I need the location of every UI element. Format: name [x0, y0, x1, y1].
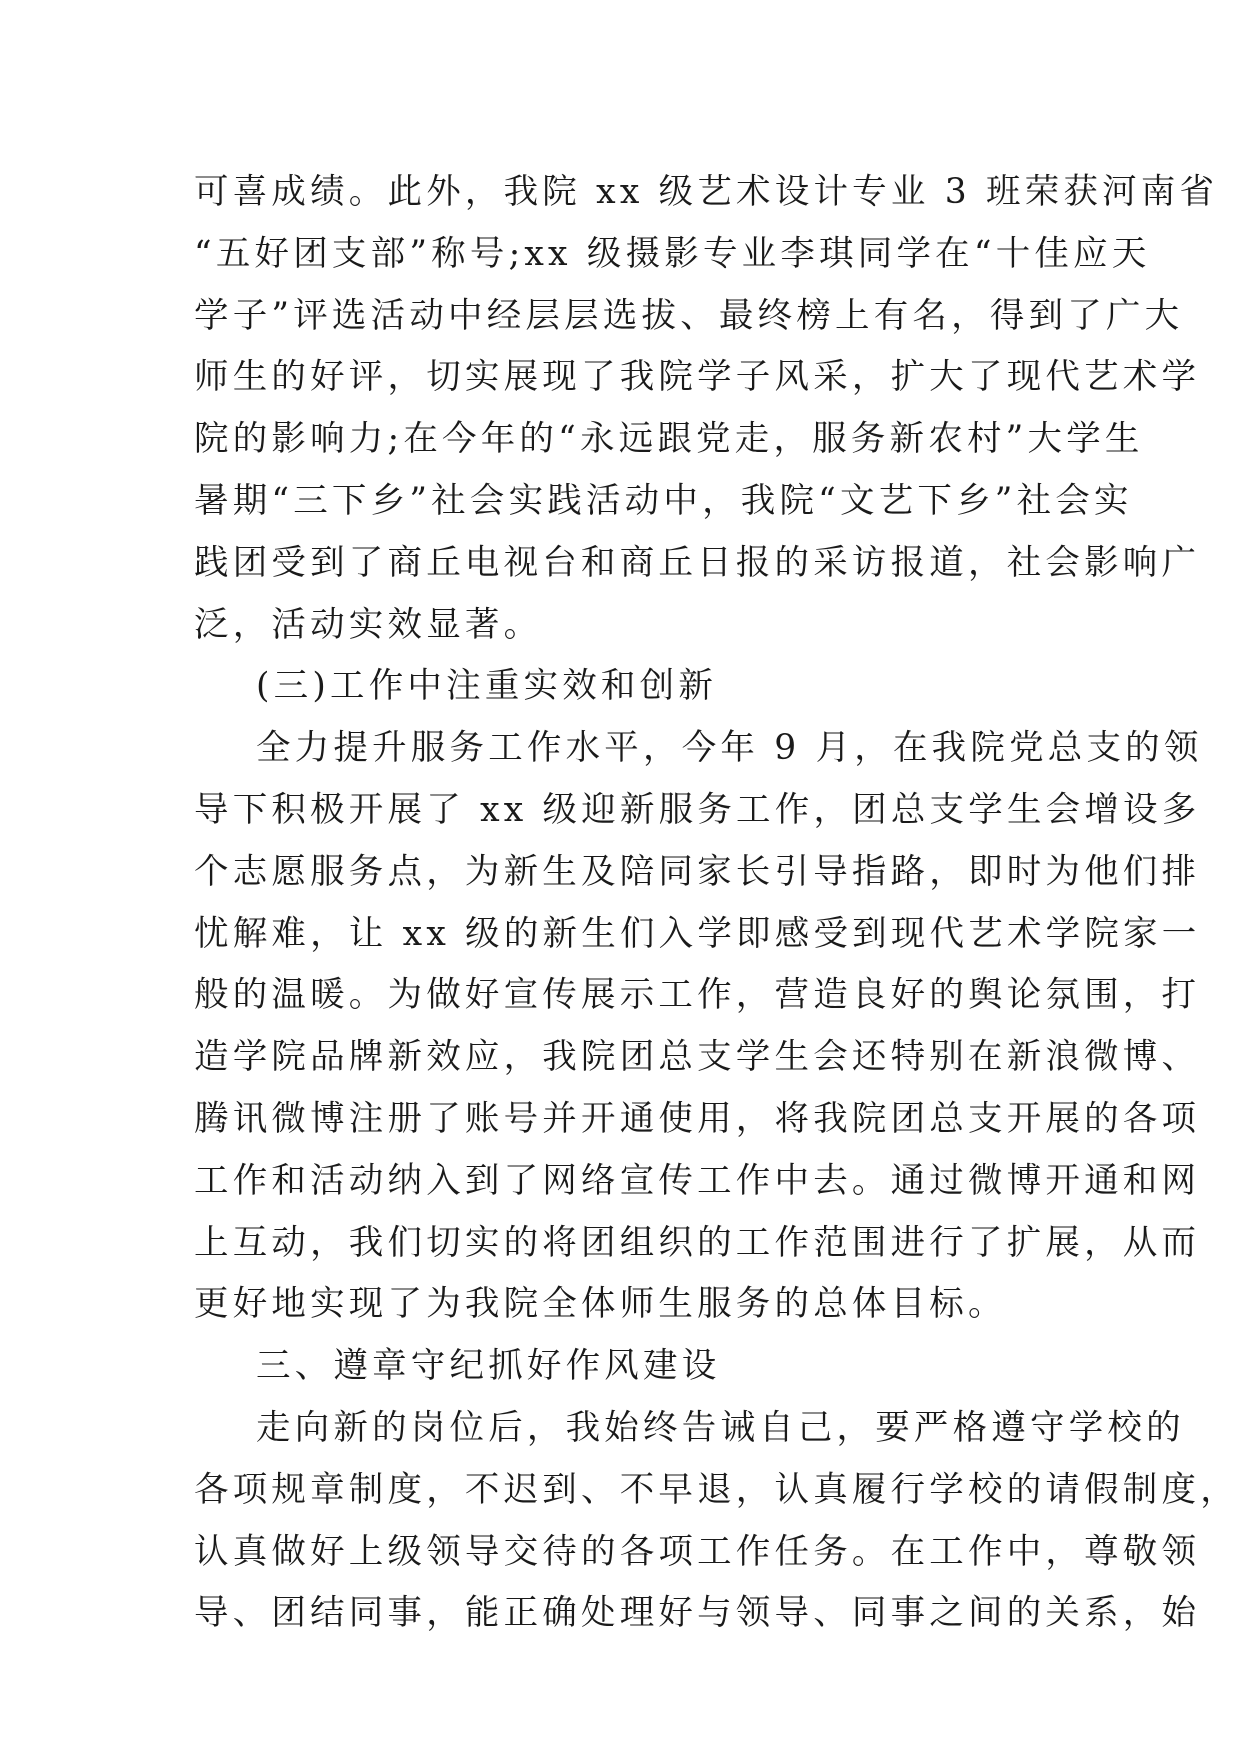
text-line: 般的温暖。为做好宣传展示工作，营造良好的舆论氛围，打: [194, 975, 1201, 1016]
text-line: 师生的好评，切实展现了我院学子风采，扩大了现代艺术学: [194, 357, 1201, 398]
text-line: 可喜成绩。此外，我院 xx 级艺术设计专业 3 班荣获河南省: [194, 172, 1219, 212]
text-line: 忧解难，让 xx 级的新生们入学即感受到现代艺术学院家一: [194, 913, 1201, 954]
text-line: “五好团支部”称号;xx 级摄影专业李琪同学在“十佳应天: [194, 233, 1151, 274]
text-line: 工作和活动纳入到了网络宣传工作中去。通过微博开通和网: [194, 1160, 1201, 1201]
text-line: 造学院品牌新效应，我院团总支学生会还特别在新浪微博、: [194, 1037, 1201, 1078]
paragraph-start-line: 全力提升服务工作水平，今年 9 月，在我院党总支的领: [256, 728, 1203, 769]
body-text: [194, 162, 1239, 1645]
text-line: 腾讯微博注册了账号并开通使用，将我院团总支开展的各项: [194, 1098, 1201, 1139]
text-line: 个志愿服务点，为新生及陪同家长引导指路，即时为他们排: [194, 851, 1201, 892]
section-heading: 三、遵章守纪抓好作风建设: [256, 1346, 721, 1387]
text-line: 泛，活动实效显著。: [194, 604, 543, 645]
text-line: 学子”评选活动中经层层选拔、最终榜上有名，得到了广大: [194, 295, 1184, 336]
text-line: 更好地实现了为我院全体师生服务的总体目标。: [194, 1284, 1007, 1325]
text-line: 暑期“三下乡”社会实践活动中，我院“文艺下乡”社会实: [194, 480, 1133, 521]
section-heading: (三)工作中注重实效和创新: [256, 666, 718, 707]
text-line: 认真做好上级领导交待的各项工作任务。在工作中，尊敬领: [194, 1531, 1201, 1572]
text-line: 导下积极开展了 xx 级迎新服务工作，团总支学生会增设多: [194, 789, 1201, 830]
text-line: 导、团结同事，能正确处理好与领导、同事之间的关系，始: [194, 1593, 1201, 1634]
paragraph-start-line: 走向新的岗位后，我始终告诫自己，要严格遵守学校的: [256, 1407, 1185, 1448]
text-line: 践团受到了商丘电视台和商丘日报的采访报道，社会影响广: [194, 542, 1201, 583]
text-line: 各项规章制度，不迟到、不早退，认真履行学校的请假制度，: [194, 1469, 1239, 1510]
text-line: 院的影响力;在今年的“永远跟党走，服务新农村”大学生: [194, 419, 1144, 460]
text-line: 上互动，我们切实的将团组织的工作范围进行了扩展，从而: [194, 1222, 1201, 1263]
